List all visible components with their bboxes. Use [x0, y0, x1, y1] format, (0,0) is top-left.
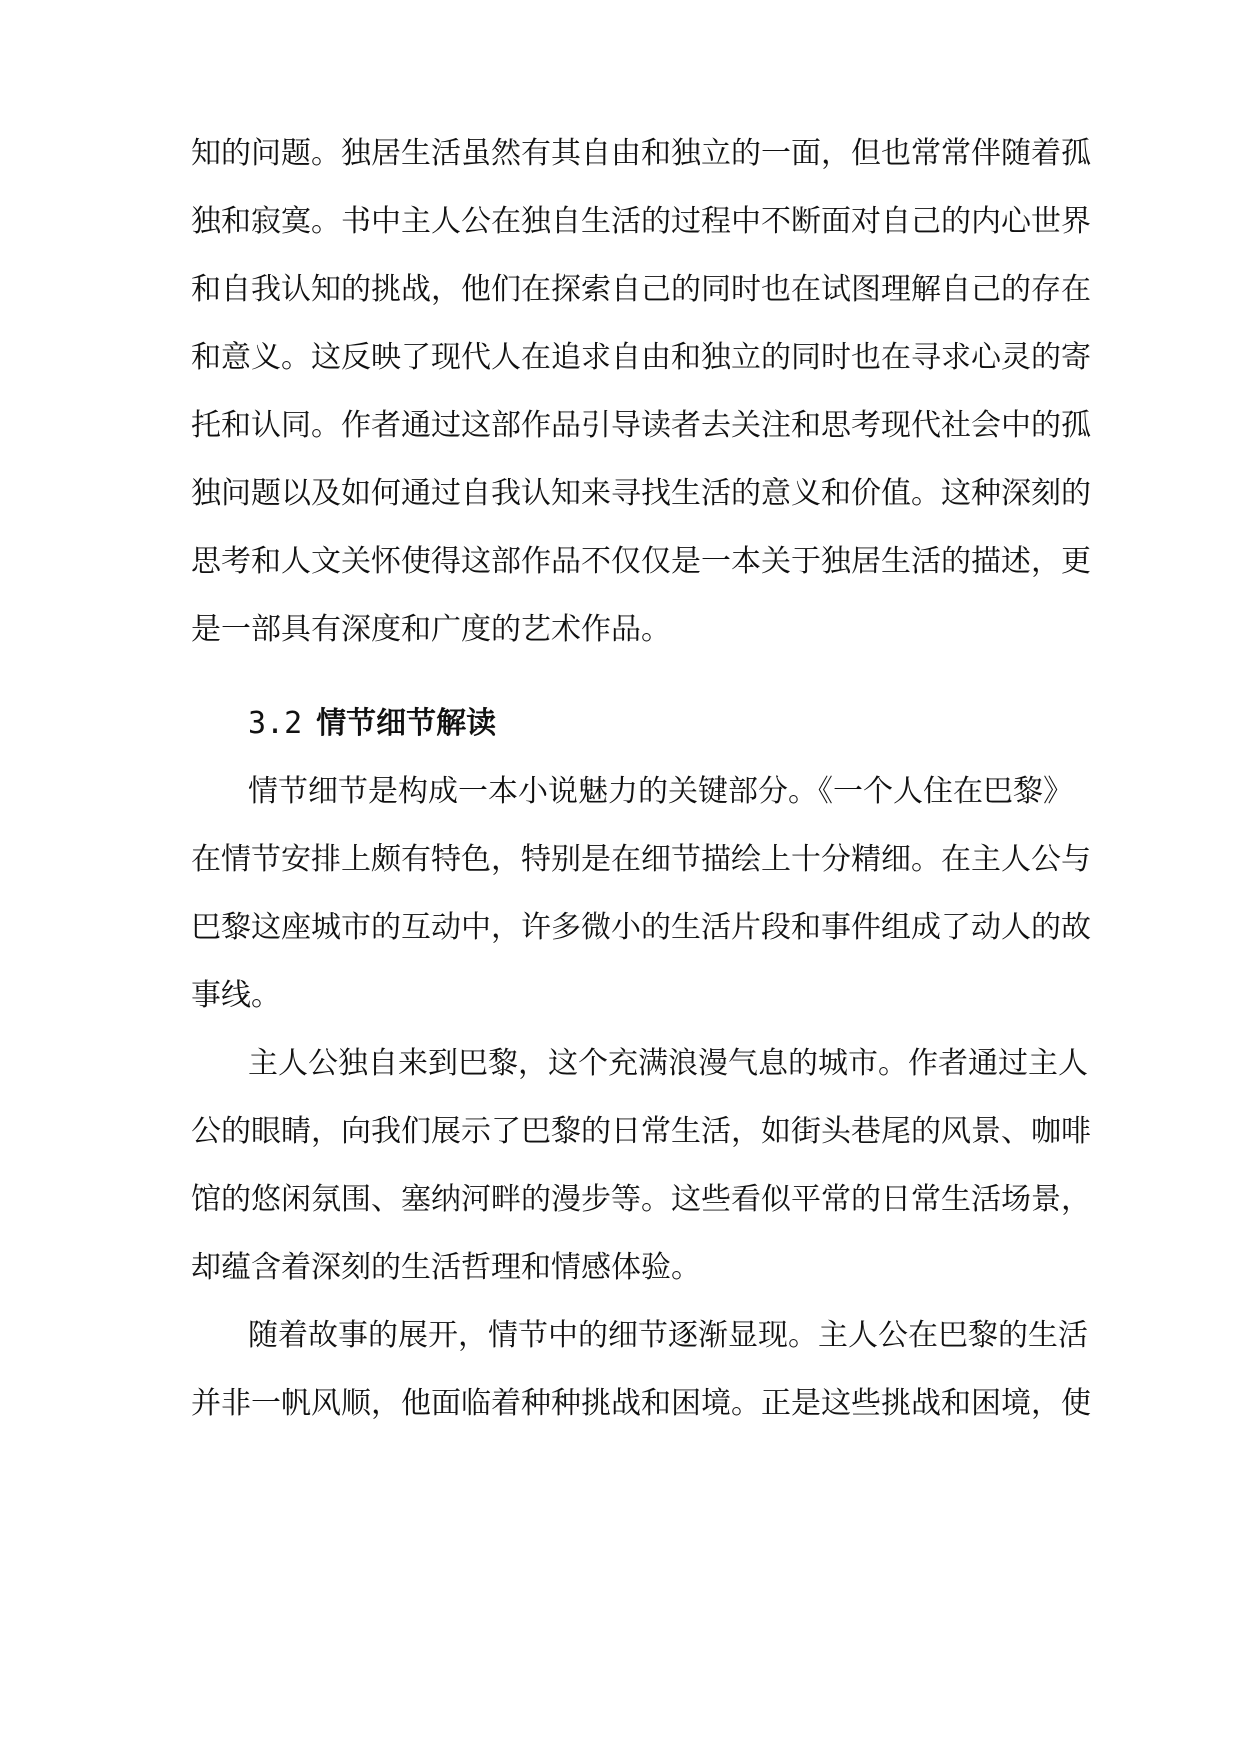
text-line: 馆的悠闲氛围、塞纳河畔的漫步等。这些看似平常的日常生活场景， [191, 1182, 1091, 1217]
text-line: 知的问题。独居生活虽然有其自由和独立的一面，但也常常伴随着孤 [191, 136, 1091, 171]
text-line: 公的眼睛，向我们展示了巴黎的日常生活，如街头巷尾的风景、咖啡 [191, 1114, 1091, 1149]
text-line: 事线。 [191, 978, 281, 1013]
text-line: 却蕴含着深刻的生活哲理和情感体验。 [191, 1250, 701, 1285]
text-line: 在情节安排上颇有特色，特别是在细节描绘上十分精细。在主人公与 [191, 842, 1091, 877]
text-line: 随着故事的展开，情节中的细节逐渐显现。主人公在巴黎的生活 [248, 1318, 1088, 1353]
section-title: 情节细节解读 [316, 706, 497, 741]
text-line: 巴黎这座城市的互动中，许多微小的生活片段和事件组成了动人的故 [191, 910, 1091, 945]
text-line: 是一部具有深度和广度的艺术作品。 [191, 612, 671, 647]
text-line: 和自我认知的挑战，他们在探索自己的同时也在试图理解自己的存在 [191, 272, 1091, 307]
text-line: 并非一帆风顺，他面临着种种挑战和困境。正是这些挑战和困境，使 [191, 1386, 1091, 1421]
section-heading [248, 704, 496, 744]
text-line: 和意义。这反映了现代人在追求自由和独立的同时也在寻求心灵的寄 [191, 340, 1091, 375]
text-line: 托和认同。作者通过这部作品引导读者去关注和思考现代社会中的孤 [191, 408, 1091, 443]
text-line: 独和寂寞。书中主人公在独自生活的过程中不断面对自己的内心世界 [191, 204, 1091, 239]
text-line: 情节细节是构成一本小说魅力的关键部分。《一个人住在巴黎》 [248, 774, 1073, 809]
section-number: 3.2 [248, 706, 303, 741]
text-line: 独问题以及如何通过自我认知来寻找生活的意义和价值。这种深刻的 [191, 476, 1091, 511]
text-line: 主人公独自来到巴黎，这个充满浪漫气息的城市。作者通过主人 [248, 1046, 1088, 1081]
text-line: 思考和人文关怀使得这部作品不仅仅是一本关于独居生活的描述，更 [191, 544, 1091, 579]
